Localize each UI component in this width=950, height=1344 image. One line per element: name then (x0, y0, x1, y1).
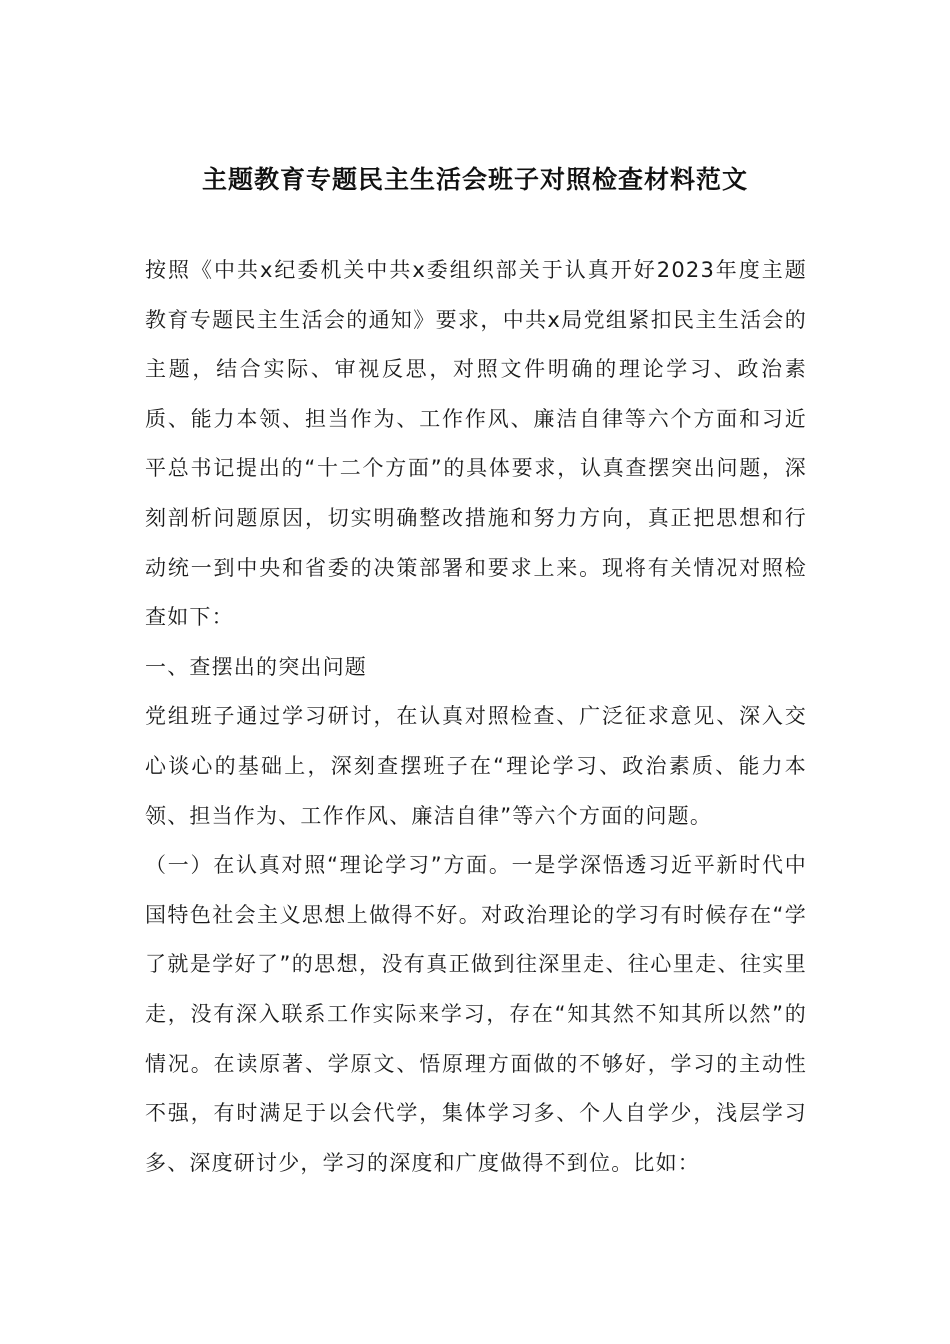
section-heading-problems: 一、查摆出的突出问题 (145, 654, 367, 679)
paragraph-theory-study: （一）在认真对照“理论学习”方面。一是学深悟透习近平新时代中国特色社会主义思想上做得不好。对政治理论的学习有时候存在“学了就是学好了”的思想，没有真正做到往深里走、往心里走、往实里走，没有深入联系工作实际来学习，存在“知其然不知其所以然”的情况。在读原著、学原文、悟原理方面做的不够好，学习的主动性不强，有时满足于以会代学，集体学习多、个人自学少，浅层学习多、深度研讨少，学习的深度和广度做得不到位。比如： (145, 853, 807, 1175)
paragraph-overview: 党组班子通过学习研讨，在认真对照检查、广泛征求意见、深入交心谈心的基础上，深刻查摆班子在“理论学习、政治素质、能力本领、担当作为、工作作风、廉洁自律”等六个方面的问题。 (145, 704, 807, 828)
document-body (145, 246, 807, 1188)
document-title: 主题教育专题民主生活会班子对照检查材料范文 (201, 165, 748, 194)
paragraph-intro: 按照《中共x纪委机关中共x委组织部关于认真开好2023年度主题教育专题民主生活会的通知》要求，中共x局党组紧扣民主生活会的主题，结合实际、审视反思，对照文件明确的理论学习、政治素质、能力本领、担当作为、工作作风、廉洁自律等六个方面和习近平总书记提出的“十二个方面”的具体要求，认真查摆突出问题，深刻剖析问题原因，切实明确整改措施和努力方向，真正把思想和行动统一到中央和省委的决策部署和要求上来。现将有关情况对照检查如下： (145, 258, 807, 630)
